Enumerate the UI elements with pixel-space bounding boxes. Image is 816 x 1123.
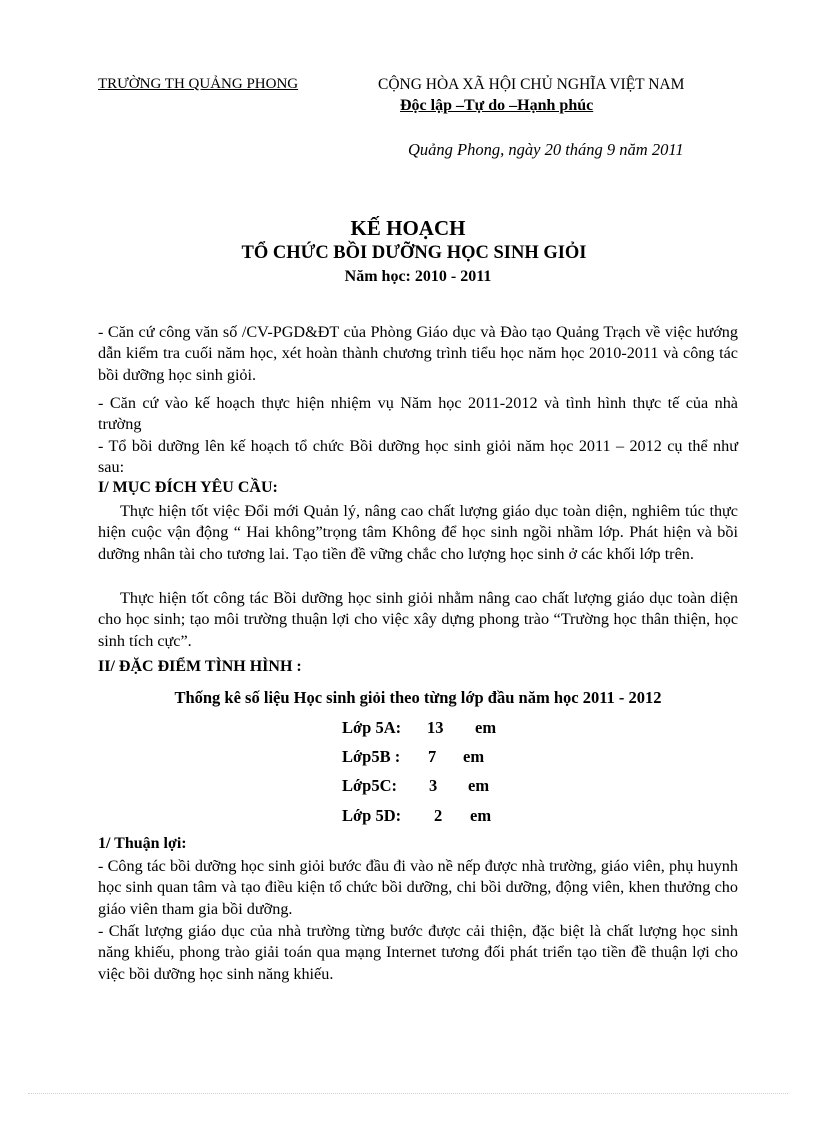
body-paragraph: - Chất lượng giáo dục của nhà trường từng bước được cải thiện, đặc biệt là chất lượng học sinh năng khiếu, phong trào giải toán qua mạng Internet tương đối phát triển tạo tiền đề thuận lợi cho việc bồi dưỡng học sinh năng khiếu. (98, 922, 738, 983)
national-title: CỘNG HÒA XÃ HỘI CHỦ NGHĨA VIỆT NAM (378, 76, 685, 93)
class-label: Lớp 5D: (342, 806, 402, 825)
intro-paragraph: - Căn cứ công văn số /CV-PGD&ĐT của Phòng Giáo dục và Đào tạo Quảng Trạch về việc hướng dẫn kiểm tra cuối năm học, xét hoàn thành chương trình tiểu học năm học 2010-2011 và công tác bồi dưỡng học sinh giỏi. (98, 323, 738, 384)
national-motto: Độc lập –Tự do –Hạnh phúc (400, 97, 594, 114)
intro-paragraph: - Tổ bồi dưỡng lên kế hoạch tổ chức Bồi dưỡng học sinh giỏi năm học 2011 – 2012 cụ thể như sau: (98, 437, 738, 477)
document-title: KẾ HOẠCH (350, 216, 466, 240)
class-count: 2 (434, 806, 443, 825)
class-unit: em (470, 806, 492, 825)
class-label: Lớp 5A: (342, 718, 402, 737)
class-count: 7 (428, 747, 437, 766)
subsection-heading: 1/ Thuận lợi: (98, 835, 187, 852)
class-count: 13 (427, 718, 444, 737)
section-heading: II/ ĐẶC ĐIỂM TÌNH HÌNH : (98, 658, 302, 675)
class-label: Lớp5B : (342, 747, 401, 766)
page-divider (28, 1093, 788, 1094)
intro-paragraph: - Căn cứ vào kế hoạch thực hiện nhiệm vụ Năm học 2011-2012 và tình hình thực tế của nhà trường (98, 394, 738, 434)
body-paragraph: Thực hiện tốt việc Đổi mới Quản lý, nâng cao chất lượng giáo dục toàn diện, nghiêm túc thực hiện cuộc vận động “ Hai không”trọng tâm Không để học sinh ngồi nhầm lớp. Phát hiện và bồi dưỡng nhân tài cho tương lai. Tạo tiền đề vững chắc cho lượng học sinh ở các khối lớp trên. (98, 502, 738, 563)
class-unit: em (475, 718, 497, 737)
class-unit: em (468, 776, 490, 795)
body-paragraph: Thực hiện tốt công tác Bồi dưỡng học sinh giỏi nhằm nâng cao chất lượng giáo dục toàn diện cho học sinh; tạo môi trường thuận lợi cho việc xây dựng phong trào “Trường học thân thiện, học sinh tích cực”. (98, 589, 738, 650)
section-heading: I/ MỤC ĐÍCH YÊU CẦU: (98, 479, 278, 496)
class-label: Lớp5C: (342, 776, 397, 795)
school-year: Năm học: 2010 - 2011 (344, 268, 492, 285)
body-paragraph: - Công tác bồi dưỡng học sinh giỏi bước đầu đi vào nề nếp được nhà trường, giáo viên, phụ huynh học sinh quan tâm và tạo điều kiện tổ chức bồi dưỡng, chi bồi dưỡng, động viên, khen thưởng cho giáo viên tham gia bồi dưỡng. (98, 857, 738, 918)
statistics-title: Thống kê số liệu Học sinh giỏi theo từng lớp đầu năm học 2011 - 2012 (174, 688, 662, 707)
school-name: TRƯỜNG TH QUẢNG PHONG (98, 76, 299, 92)
document-subtitle: TỔ CHỨC BỒI DƯỠNG HỌC SINH GIỎI (241, 243, 587, 263)
class-count: 3 (429, 776, 438, 795)
date-line: Quảng Phong, ngày 20 tháng 9 năm 2011 (408, 140, 684, 159)
class-unit: em (463, 747, 485, 766)
